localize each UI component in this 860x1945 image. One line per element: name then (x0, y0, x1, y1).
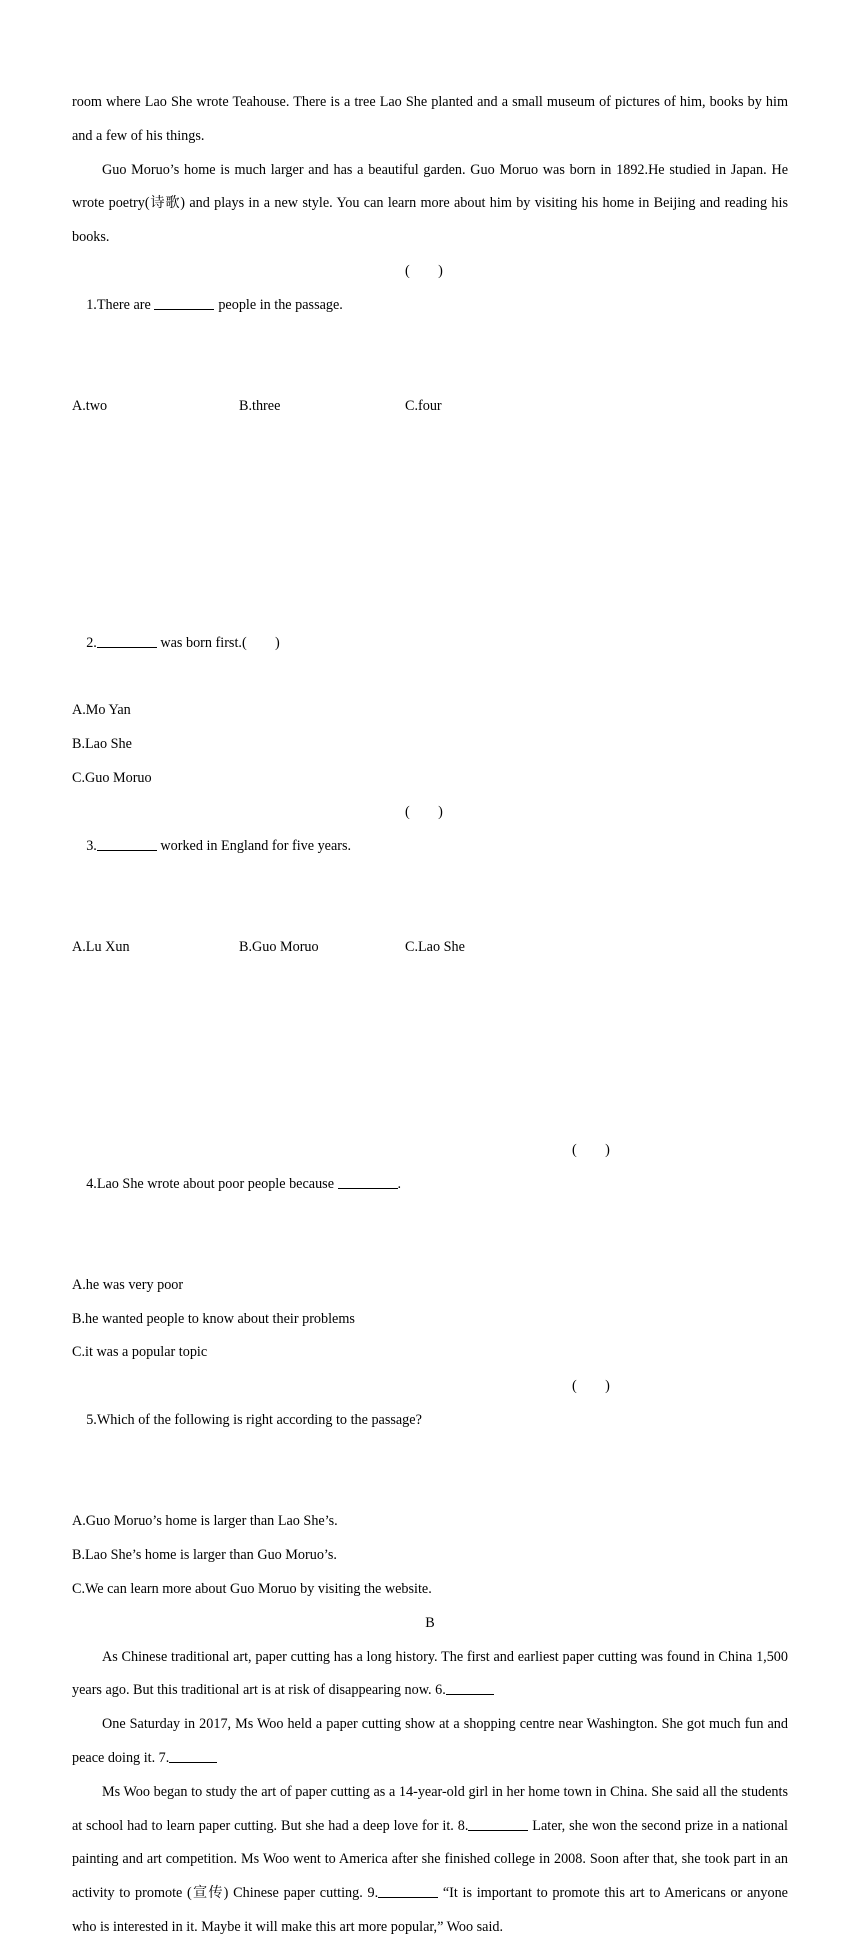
question-1-options (72, 390, 788, 593)
question-4-stem-start: 4.Lao She wrote about poor people because (86, 1175, 338, 1192)
option: B.Guo Moruo (239, 938, 319, 955)
question-2-stem-start: 2. (86, 634, 97, 651)
option: A.Mo Yan (72, 702, 131, 719)
option: B.Lao She’s home is larger than Guo Moruo’s. (72, 1547, 337, 1564)
option: A.Lu Xun (72, 938, 130, 955)
passage-b-paragraph-3-text-c: “It is important to promote this art to Americans or anyone who is interested in it. Maybe it will make this art more popular,” Woo said. (72, 1885, 788, 1936)
option: A.Guo Moruo’s home is larger than Lao She’s. (72, 1513, 338, 1530)
passage-b-paragraph-2-text: One Saturday in 2017, Ms Woo held a paper cutting show at a shopping centre near Washington. She got much fun and peace doing it. 7. (72, 1716, 788, 1767)
question-5-stem: 5.Which of the following is right according to the passage? (86, 1412, 422, 1429)
passage-b-paragraph-1-text: As Chinese traditional art, paper cutting has a long history. The first and earliest paper cutting was found in China 1,500 years ago. But this traditional art is at risk of disappearing now. 6. (72, 1648, 788, 1699)
question-5 (72, 1370, 788, 1505)
answer-blank (378, 1883, 438, 1898)
answer-blank (338, 1174, 398, 1189)
option: C.four (405, 398, 442, 415)
option: A.two (72, 398, 108, 415)
question-1-stem-start: 1.There are (86, 296, 155, 313)
option: A.he was very poor (72, 1276, 184, 1293)
option: C.Lao She (405, 938, 465, 955)
answer-bracket: ( ) (405, 803, 443, 820)
passage-b-paragraph-1 (72, 1641, 788, 1709)
option: C.We can learn more about Guo Moruo by visiting the website. (72, 1581, 432, 1598)
option: B.Lao She (72, 736, 132, 753)
option: C.it was a popular topic (72, 1344, 208, 1361)
answer-blank (169, 1748, 217, 1763)
answer-bracket: ( ) (572, 1141, 610, 1158)
question-1-stem-end: people in the passage. (218, 296, 343, 313)
answer-bracket: ( ) (572, 1378, 610, 1395)
passage-b-paragraph-3 (72, 1776, 788, 1945)
question-3 (72, 796, 788, 931)
question-3-stem-end: worked in England for five years. (156, 837, 352, 854)
question-3-stem-start: 3. (86, 837, 97, 854)
passage-b-paragraph-3-text-a: Ms Woo began to study the art of paper cutting as a 14-year-old girl in her home town in China. She said all the students at school had to learn paper cutting. But she had a deep love for it. 8. (72, 1783, 788, 1834)
option: C.Guo Moruo (72, 769, 152, 786)
option: B.three (239, 398, 281, 415)
document-page (72, 86, 788, 1945)
question-4 (72, 1134, 788, 1269)
answer-blank (97, 633, 157, 648)
question-2 (72, 593, 788, 694)
question-4-stem-end: . (397, 1175, 402, 1192)
answer-blank (468, 1816, 528, 1831)
passage-b-paragraph-3-text-b: Later, she won the second prize in a national painting and art competition. Ms Woo went to America after she finished college in 2008. Soon after that, she took part in an activity to promote (宣传) Chinese paper cutting. 9. (72, 1817, 788, 1902)
answer-blank (154, 295, 214, 310)
question-2-stem-end: was born first.( ) (156, 634, 280, 651)
answer-blank (446, 1680, 494, 1695)
section-heading: B (425, 1614, 435, 1631)
question-1 (72, 255, 788, 390)
question-3-options (72, 931, 788, 1134)
answer-blank (97, 836, 157, 851)
option: B.he wanted people to know about their problems (72, 1310, 355, 1327)
passage-a-paragraph-1: room where Lao She wrote Teahouse. There is a tree Lao She planted and a small museum of pictures of him, books by him and a few of his things. (72, 94, 788, 144)
passage-b-paragraph-2 (72, 1708, 788, 1776)
passage-a-paragraph-2: Guo Moruo’s home is much larger and has a beautiful garden. Guo Moruo was born in 1892.He studied in Japan. He wrote poetry(诗歌) and plays in a new style. You can learn more about him by visiting his home in Beijing and reading his books. (72, 161, 788, 246)
answer-bracket: ( ) (405, 262, 443, 279)
